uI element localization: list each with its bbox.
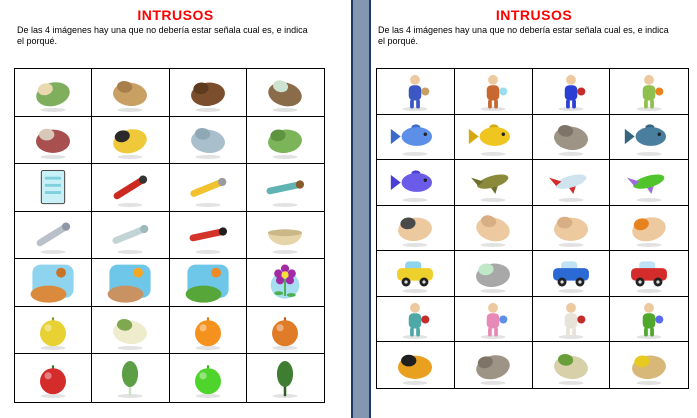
- grid-cell-aphid: [247, 117, 324, 165]
- grid-cell-woman-mopping: [455, 297, 533, 343]
- spinach-leaf-image: [256, 357, 314, 400]
- utility-knife-image: [179, 166, 237, 209]
- foot-in-sandal-image: [386, 206, 444, 249]
- image-grid-left: [14, 68, 325, 403]
- instructions: [17, 25, 351, 48]
- grid-cell-pear: [15, 307, 92, 355]
- grid-cell-helicopter: [610, 160, 688, 206]
- military-airplane-image: [464, 161, 522, 204]
- instructions-line-2: el porqué.: [378, 36, 419, 47]
- grid-cell-flower: [247, 259, 324, 307]
- grid-cell-man-hoeing-garden: [610, 297, 688, 343]
- bear-image: [179, 71, 237, 114]
- instructions-line-1: De las 4 imágenes hay una que no debería estar señala cual es, e indica: [378, 25, 669, 35]
- submarine-image: [386, 161, 444, 204]
- desert-oasis-image: [101, 261, 159, 304]
- grid-cell-hatchet: [247, 164, 324, 212]
- yellow-fish-image: [464, 115, 522, 158]
- person-with-plunger-image: [386, 298, 444, 341]
- grid-cell-red-pickup-truck: [610, 251, 688, 297]
- knife-image: [24, 213, 82, 256]
- red-pickup-truck-image: [620, 252, 678, 295]
- grid-cell-rocket: [533, 160, 611, 206]
- grid-cell-bolt-cutters: [170, 212, 247, 260]
- grid-cell-lettuce: [170, 354, 247, 402]
- grid-cell-open-hand: [533, 206, 611, 252]
- grid-cell-open-refrigerator: [15, 164, 92, 212]
- grid-cell-utility-knife: [170, 164, 247, 212]
- grid-cell-ufo-flying-saucer: [455, 251, 533, 297]
- hatchet-image: [256, 166, 314, 209]
- peach-image: [256, 309, 314, 352]
- elbow-arm-image: [620, 206, 678, 249]
- image-grid-right: [376, 68, 689, 389]
- grid-cell-welding-torch: [92, 164, 169, 212]
- pointing-finger-hand-image: [464, 206, 522, 249]
- helicopter-image: [620, 161, 678, 204]
- ufo-flying-saucer-image: [464, 252, 522, 295]
- grid-cell-rhinoceros-lying: [533, 115, 611, 161]
- flower-image: [256, 261, 314, 304]
- bowl-image: [256, 213, 314, 256]
- camel-image: [101, 71, 159, 114]
- page-divider: [351, 0, 371, 418]
- man-hoeing-garden-image: [620, 298, 678, 341]
- crocodile-hatching-egg-image: [24, 71, 82, 114]
- hill-with-sun-image: [179, 261, 237, 304]
- man-painting-wall-image: [542, 298, 600, 341]
- shark-image: [620, 115, 678, 158]
- grid-cell-shark: [610, 115, 688, 161]
- mosquito-image: [24, 118, 82, 161]
- woman-mopping-image: [464, 298, 522, 341]
- grid-cell-man-painting-wall: [533, 297, 611, 343]
- page-title: INTRUSOS: [495, 7, 573, 23]
- grid-cell-desert-mesa: [15, 259, 92, 307]
- grid-cell-foot-in-sandal: [377, 206, 455, 252]
- welding-torch-image: [101, 166, 159, 209]
- grid-cell-spinach-leaf: [247, 354, 324, 402]
- orange-image: [179, 309, 237, 352]
- grid-cell-jumping-frog: [533, 342, 611, 388]
- grid-cell-tiger-lying: [377, 342, 455, 388]
- baseball-player-image: [386, 70, 444, 113]
- rocket-image: [542, 161, 600, 204]
- american-football-player-image: [542, 70, 600, 113]
- grid-cell-elephant: [170, 117, 247, 165]
- instructions: [378, 25, 697, 48]
- grid-cell-lion-with-crown: [610, 342, 688, 388]
- grid-cell-pointing-finger-hand: [455, 206, 533, 252]
- grid-cell-rhinoceros: [455, 342, 533, 388]
- jumping-frog-image: [542, 344, 600, 387]
- instructions-line-2: el porqué.: [17, 36, 58, 47]
- grid-cell-desert-oasis: [92, 259, 169, 307]
- girl-playing-basketball-image: [620, 70, 678, 113]
- page-title: INTRUSOS: [137, 7, 214, 23]
- rhinoceros-lying-image: [542, 115, 600, 158]
- grid-cell-blue-fish: [377, 115, 455, 161]
- grid-cell-bear: [170, 69, 247, 117]
- grid-cell-bottle-opener: [92, 212, 169, 260]
- grid-cell-boy-washing-car: [455, 69, 533, 115]
- bottle-opener-image: [101, 213, 159, 256]
- grid-cell-camel: [92, 69, 169, 117]
- tiger-lying-image: [386, 344, 444, 387]
- grid-cell-mosquito: [15, 117, 92, 165]
- chard-leaf-image: [101, 357, 159, 400]
- grid-cell-peach: [247, 307, 324, 355]
- grid-cell-cauliflower: [92, 307, 169, 355]
- pear-image: [24, 309, 82, 352]
- grid-cell-chard-leaf: [92, 354, 169, 402]
- boy-washing-car-image: [464, 70, 522, 113]
- blue-sports-car-image: [542, 252, 600, 295]
- strawberry-image: [24, 357, 82, 400]
- grid-cell-elbow-arm: [610, 206, 688, 252]
- cauliflower-image: [101, 309, 159, 352]
- bee-honeycomb-image: [101, 118, 159, 161]
- grid-cell-hill-with-sun: [170, 259, 247, 307]
- grid-cell-yellow-car: [377, 251, 455, 297]
- grid-cell-bowl: [247, 212, 324, 260]
- grid-cell-strawberry: [15, 354, 92, 402]
- bolt-cutters-image: [179, 213, 237, 256]
- elephant-image: [179, 118, 237, 161]
- lettuce-image: [179, 357, 237, 400]
- aphid-image: [256, 118, 314, 161]
- grid-cell-crocodile-hatching-egg: [15, 69, 92, 117]
- grid-cell-orange: [170, 307, 247, 355]
- grid-cell-knife: [15, 212, 92, 260]
- grid-cell-bee-honeycomb: [92, 117, 169, 165]
- grid-cell-person-with-plunger: [377, 297, 455, 343]
- grid-cell-military-airplane: [455, 160, 533, 206]
- grid-cell-submarine: [377, 160, 455, 206]
- grid-cell-yellow-fish: [455, 115, 533, 161]
- open-refrigerator-image: [24, 166, 82, 209]
- grid-cell-girl-playing-basketball: [610, 69, 688, 115]
- cicada-image: [256, 71, 314, 114]
- instructions-line-1: De las 4 imágenes hay una que no debería estar señala cual es, e indica: [17, 25, 308, 35]
- grid-cell-cicada: [247, 69, 324, 117]
- worksheet-page-right: [371, 0, 697, 418]
- open-hand-image: [542, 206, 600, 249]
- rhinoceros-image: [464, 344, 522, 387]
- grid-cell-american-football-player: [533, 69, 611, 115]
- grid-cell-blue-sports-car: [533, 251, 611, 297]
- lion-with-crown-image: [620, 344, 678, 387]
- blue-fish-image: [386, 115, 444, 158]
- desert-mesa-image: [24, 261, 82, 304]
- yellow-car-image: [386, 252, 444, 295]
- grid-cell-baseball-player: [377, 69, 455, 115]
